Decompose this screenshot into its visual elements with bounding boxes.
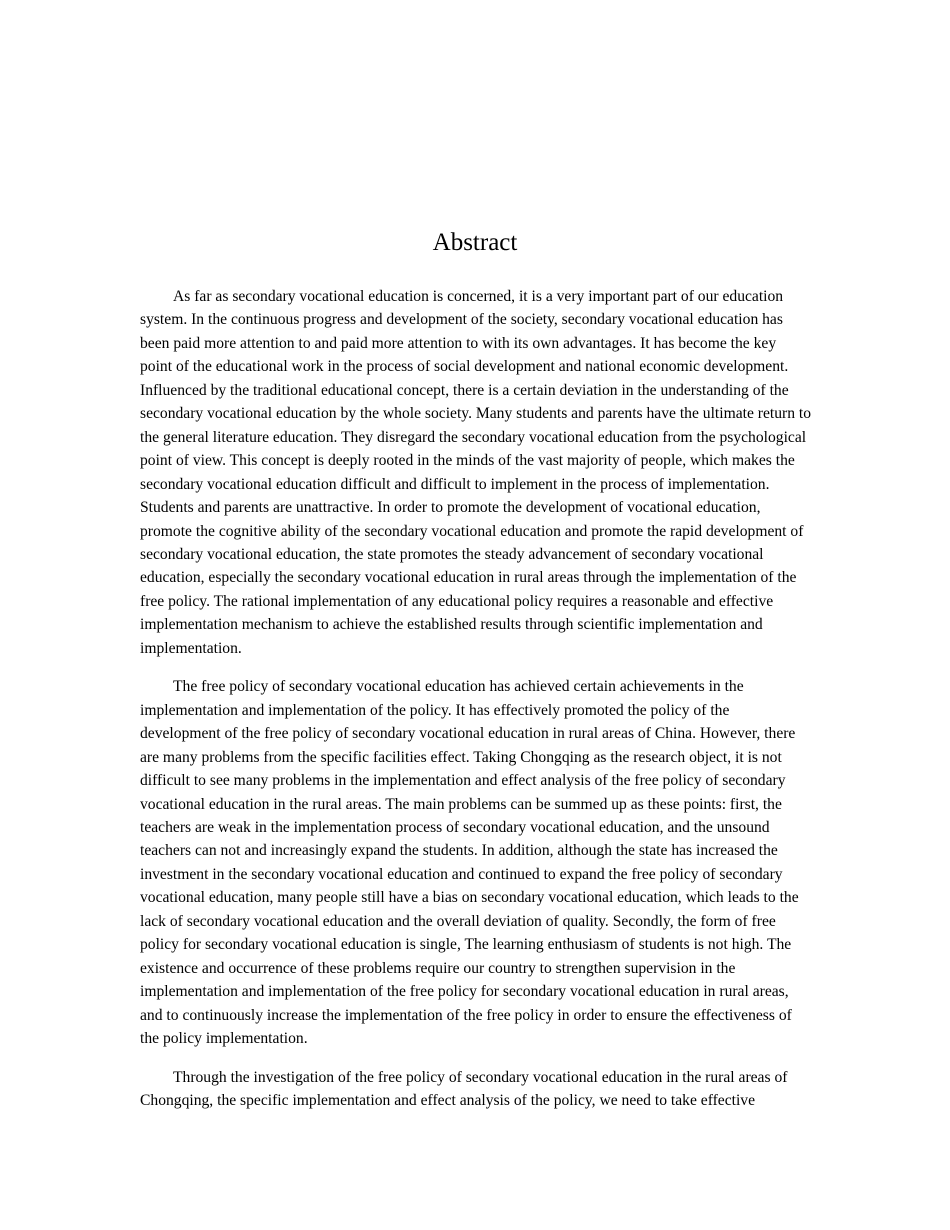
abstract-paragraph-3: Through the investigation of the free policy of secondary vocational education in the rural areas of Chongqing, the specific implementation and effect analysis of the policy, we need to take effective (140, 1068, 788, 1109)
page-title: Abstract (432, 229, 518, 256)
abstract-paragraph-2: The free policy of secondary vocational education has achieved certain achievements in the implementation and implementation of the policy. It has effectively promoted the policy of the development of the free policy of secondary vocational education in rural areas of China. However, there are many problems from the specific facilities effect. Taking Chongqing as the research object, it is not difficult to see many problems in the implementation and effect analysis of the free policy of secondary vocational education in the rural areas. The main problems can be summed up as these points: first, the teachers are weak in the implementation process of secondary vocational education, and the unsound teachers can not and increasingly expand the students. In addition, although the state has increased the investment in the secondary vocational education and continued to expand the free policy of secondary vocational education, many people still have a bias on secondary vocational education, which leads to the lack of secondary vocational education and the overall deviation of quality. Secondly, the form of free policy for secondary vocational education is single, The learning enthusiasm of students is not high. The existence and occurrence of these problems require our country to strengthen supervision in the implementation and implementation of the free policy for secondary vocational education in rural areas, and to continuously increase the implementation of the free policy in order to ensure the effectiveness of the policy implementation. (140, 678, 799, 1048)
abstract-body (140, 285, 812, 1127)
abstract-paragraph-1: As far as secondary vocational education is concerned, it is a very important part of our education system. In the continuous progress and development of the society, secondary vocational education has been paid more attention to and paid more attention to with its own advantages. It has become the key point of the educational work in the process of social development and national economic development. Influenced by the traditional educational concept, there is a certain deviation in the understanding of the secondary vocational education by the whole society. Many students and parents have the ultimate return to the general literature education. They disregard the secondary vocational education from the psychological point of view. This concept is deeply rooted in the minds of the vast majority of people, which makes the secondary vocational education difficult and difficult to implement in the process of implementation. Students and parents are unattractive. In order to promote the development of vocational education, promote the cognitive ability of the secondary vocational education and promote the rapid development of secondary vocational education, the state promotes the steady advancement of secondary vocational education, especially the secondary vocational education in rural areas through the implementation of the free policy. The rational implementation of any educational policy requires a reasonable and effective implementation mechanism to achieve the established results through scientific implementation and implementation. (140, 288, 812, 657)
